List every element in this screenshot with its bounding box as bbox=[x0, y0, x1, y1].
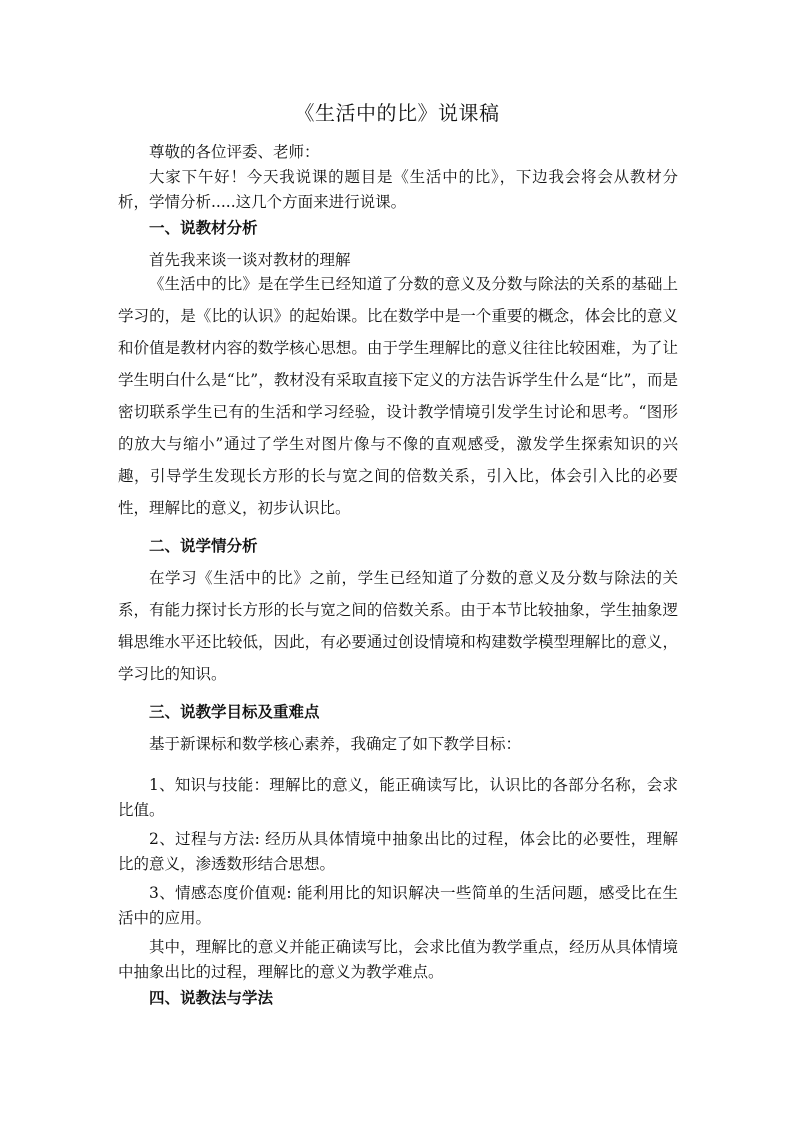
section-heading-3: 三、说教学目标及重难点 bbox=[149, 702, 320, 721]
page-title: 《生活中的比》说课稿 bbox=[294, 101, 500, 125]
document-body bbox=[118, 140, 678, 1010]
section-1-paragraph-1: 首先我来谈一谈对教材的理解 bbox=[149, 251, 351, 269]
section-3-goal-3: 3、情感态度价值观: 能利用比的知识解决一些简单的生活问题，感受比在生活中的应用。 bbox=[118, 884, 678, 927]
section-3-goal-2: 2、过程与方法: 经历从具体情境中抽象出比的过程，体会比的必要性，理解比的意义，渗透数形结合思想。 bbox=[118, 830, 678, 873]
section-2-paragraph-1: 在学习《生活中的比》之前，学生已经知道了分数的意义及分数与除法的关系，有能力探讨长方形的长与宽之间的倍数关系。由于本节比较抽象，学生抽象逻辑思维水平还比较低，因此，有必要通过创设情境和构建数学模型理解比的意义，学习比的知识。 bbox=[118, 569, 678, 683]
intro-paragraph: 大家下午好！今天我说课的题目是《生活中的比》，下边我会将会从教材分析，学情分析.....这几个方面来进行说课。 bbox=[118, 168, 678, 211]
greeting: 尊敬的各位评委、老师： bbox=[149, 143, 320, 161]
section-3-key-points: 其中，理解比的意义并能正确读写比，会求比值为教学重点，经历从具体情境中抽象出比的过程，理解比的意义为教学难点。 bbox=[118, 938, 678, 981]
section-heading-4: 四、说教法与学法 bbox=[149, 988, 274, 1007]
section-3-paragraph-1: 基于新课标和数学核心素养，我确定了如下教学目标： bbox=[149, 735, 522, 753]
section-heading-2: 二、说学情分析 bbox=[149, 536, 258, 555]
section-1-paragraph-2: 《生活中的比》是在学生已经知道了分数的意义及分数与除法的关系的基础上学习的，是《比的认识》的起始课。比在数学中是一个重要的概念，体会比的意义和价值是教材内容的数学核心思想。由于学生理解比的意义往往比较困难，为了让学生明白什么是“比”，教材没有采取直接下定义的方法告诉学生什么是“比”，而是密切联系学生已有的生活和学习经验，设计教学情境引发学生讨论和思考。“图形的放大与缩小”通过了学生对图片像与不像的直观感受，激发学生探索知识的兴趣，引导学生发现长方形的长与宽之间的倍数关系，引入比，体会引入比的必要性，理解比的意义，初步认识比。 bbox=[118, 275, 678, 517]
section-3-goal-1: 1、知识与技能：理解比的意义，能正确读写比，认识比的各部分名称，会求比值。 bbox=[118, 776, 678, 819]
section-heading-1: 一、说教材分析 bbox=[149, 218, 258, 237]
